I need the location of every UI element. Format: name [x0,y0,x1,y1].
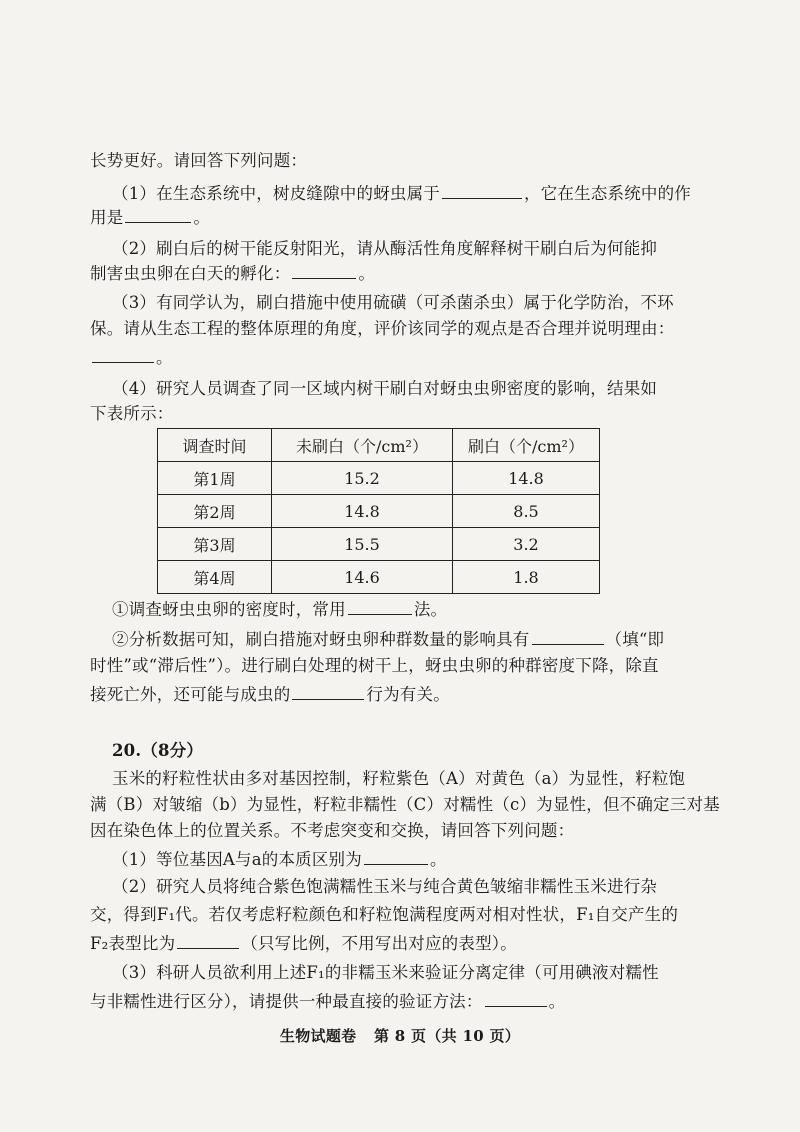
egg-density-table [157,428,600,594]
table-header-cell: 调查时间 [158,429,272,462]
q19-lead-text: 长势更好。请回答下列问题： [90,151,308,170]
table-row [158,528,600,561]
table-cell: 15.2 [272,462,453,495]
table-header-cell: 刷白（个/cm²） [453,429,600,462]
table-cell: 14.6 [272,561,453,594]
answer-blank[interactable] [92,346,154,363]
table-row [158,561,600,594]
table-cell: 3.2 [453,528,600,561]
answer-blank[interactable] [532,628,604,645]
table-cell: 第4周 [158,561,272,594]
q20-heading: 20.（8分） [112,741,204,760]
answer-blank[interactable] [348,598,412,615]
q19-part3-line3: 。 [90,346,690,369]
footer-page-number: 第 8 页（共 10 页） [373,1027,521,1045]
answer-blank[interactable] [177,932,239,949]
table-cell: 14.8 [272,495,453,528]
q20-part2-line1: （2）研究人员将纯合紫色饱满糯性玉米与纯合黄色皱缩非糯性玉米进行杂 [112,877,658,896]
q19-part4-line2: 下表所示： [90,404,174,423]
table-cell: 第1周 [158,462,272,495]
q19-part3-line2: 保。请从生态工程的整体原理的角度，评价该同学的观点是否合理并说明理由： [90,319,675,338]
table-cell: 14.8 [453,462,600,495]
q20-part3-line1: （3）科研人员欲利用上述F₁的非糯玉米来验证分离定律（可用碘液对糯性 [112,963,659,982]
answer-blank[interactable] [364,848,428,865]
q20-intro-line2: 满（B）对皱缩（b）为显性，籽粒非糯性（C）对糯性（c）为显性，但不确定三对基 [90,795,720,814]
q20-intro-line3: 因在染色体上的位置关系。不考虑突变和交换，请回答下列问题： [90,821,575,840]
q19-sub2-line3: 接死亡外，还可能与成虫的 行为有关。 [90,685,450,704]
table-cell: 8.5 [453,495,600,528]
q19-part4-line1: （4）研究人员调查了同一区域内树干刷白对蚜虫虫卵密度的影响，结果如 [112,379,658,398]
q19-part2-line1: （2）刷白后的树干能反射阳光，请从酶活性角度解释树干刷白后为何能抑 [112,239,658,258]
q20-part3-line2: 与非糯性进行区分），请提供一种最直接的验证方法： 。 [90,992,566,1011]
q19-sub2-line2: 时性”或“滞后性”）。进行刷白处理的树干上，蚜虫虫卵的种群密度下降，除直 [90,656,659,675]
q19-part1-line1: （1）在生态系统中，树皮缝隙中的蚜虫属于 ，它在生态系统中的作 [112,184,691,203]
footer-subject: 生物试题卷 [279,1027,357,1045]
q19-sub1-line: ①调查蚜虫虫卵的密度时，常用 法。 [112,600,448,619]
q20-part1-line: （1）等位基因A与a的本质区别为 。 [112,850,447,869]
table-header-row [158,429,600,462]
answer-blank[interactable] [442,182,522,199]
table-cell: 第3周 [158,528,272,561]
q19-part3-line1: （3）有同学认为，刷白措施中使用硫磺（可杀菌杀虫）属于化学防治，不环 [112,293,674,312]
q19-sub2-line1: ②分析数据可知，刷白措施对蚜虫卵种群数量的影响具有 （填“即 [112,630,665,649]
q20-intro-line1: 玉米的籽粒性状由多对基因控制，籽粒紫色（A）对黄色（a）为显性，籽粒饱 [112,769,686,788]
answer-blank[interactable] [485,990,547,1007]
table-row [158,462,600,495]
answer-blank[interactable] [125,206,191,223]
q20-part2-line2: 交，得到F₁代。若仅考虑籽粒颜色和籽粒饱满程度两对相对性状，F₁自交产生的 [90,905,679,924]
answer-blank[interactable] [292,262,356,279]
table-cell: 15.5 [272,528,453,561]
table-cell: 1.8 [453,561,600,594]
table-cell: 第2周 [158,495,272,528]
q19-part2-line2: 制害虫虫卵在白天的孵化： 。 [90,264,376,283]
table-header-cell: 未刷白（个/cm²） [272,429,453,462]
page-footer [0,1025,800,1046]
table-row [158,495,600,528]
q20-part2-line3: F₂表型比为 （只写比例，不用写出对应的表型）。 [90,934,517,953]
q19-part1-line2: 用是 。 [90,208,211,227]
answer-blank[interactable] [292,683,364,700]
